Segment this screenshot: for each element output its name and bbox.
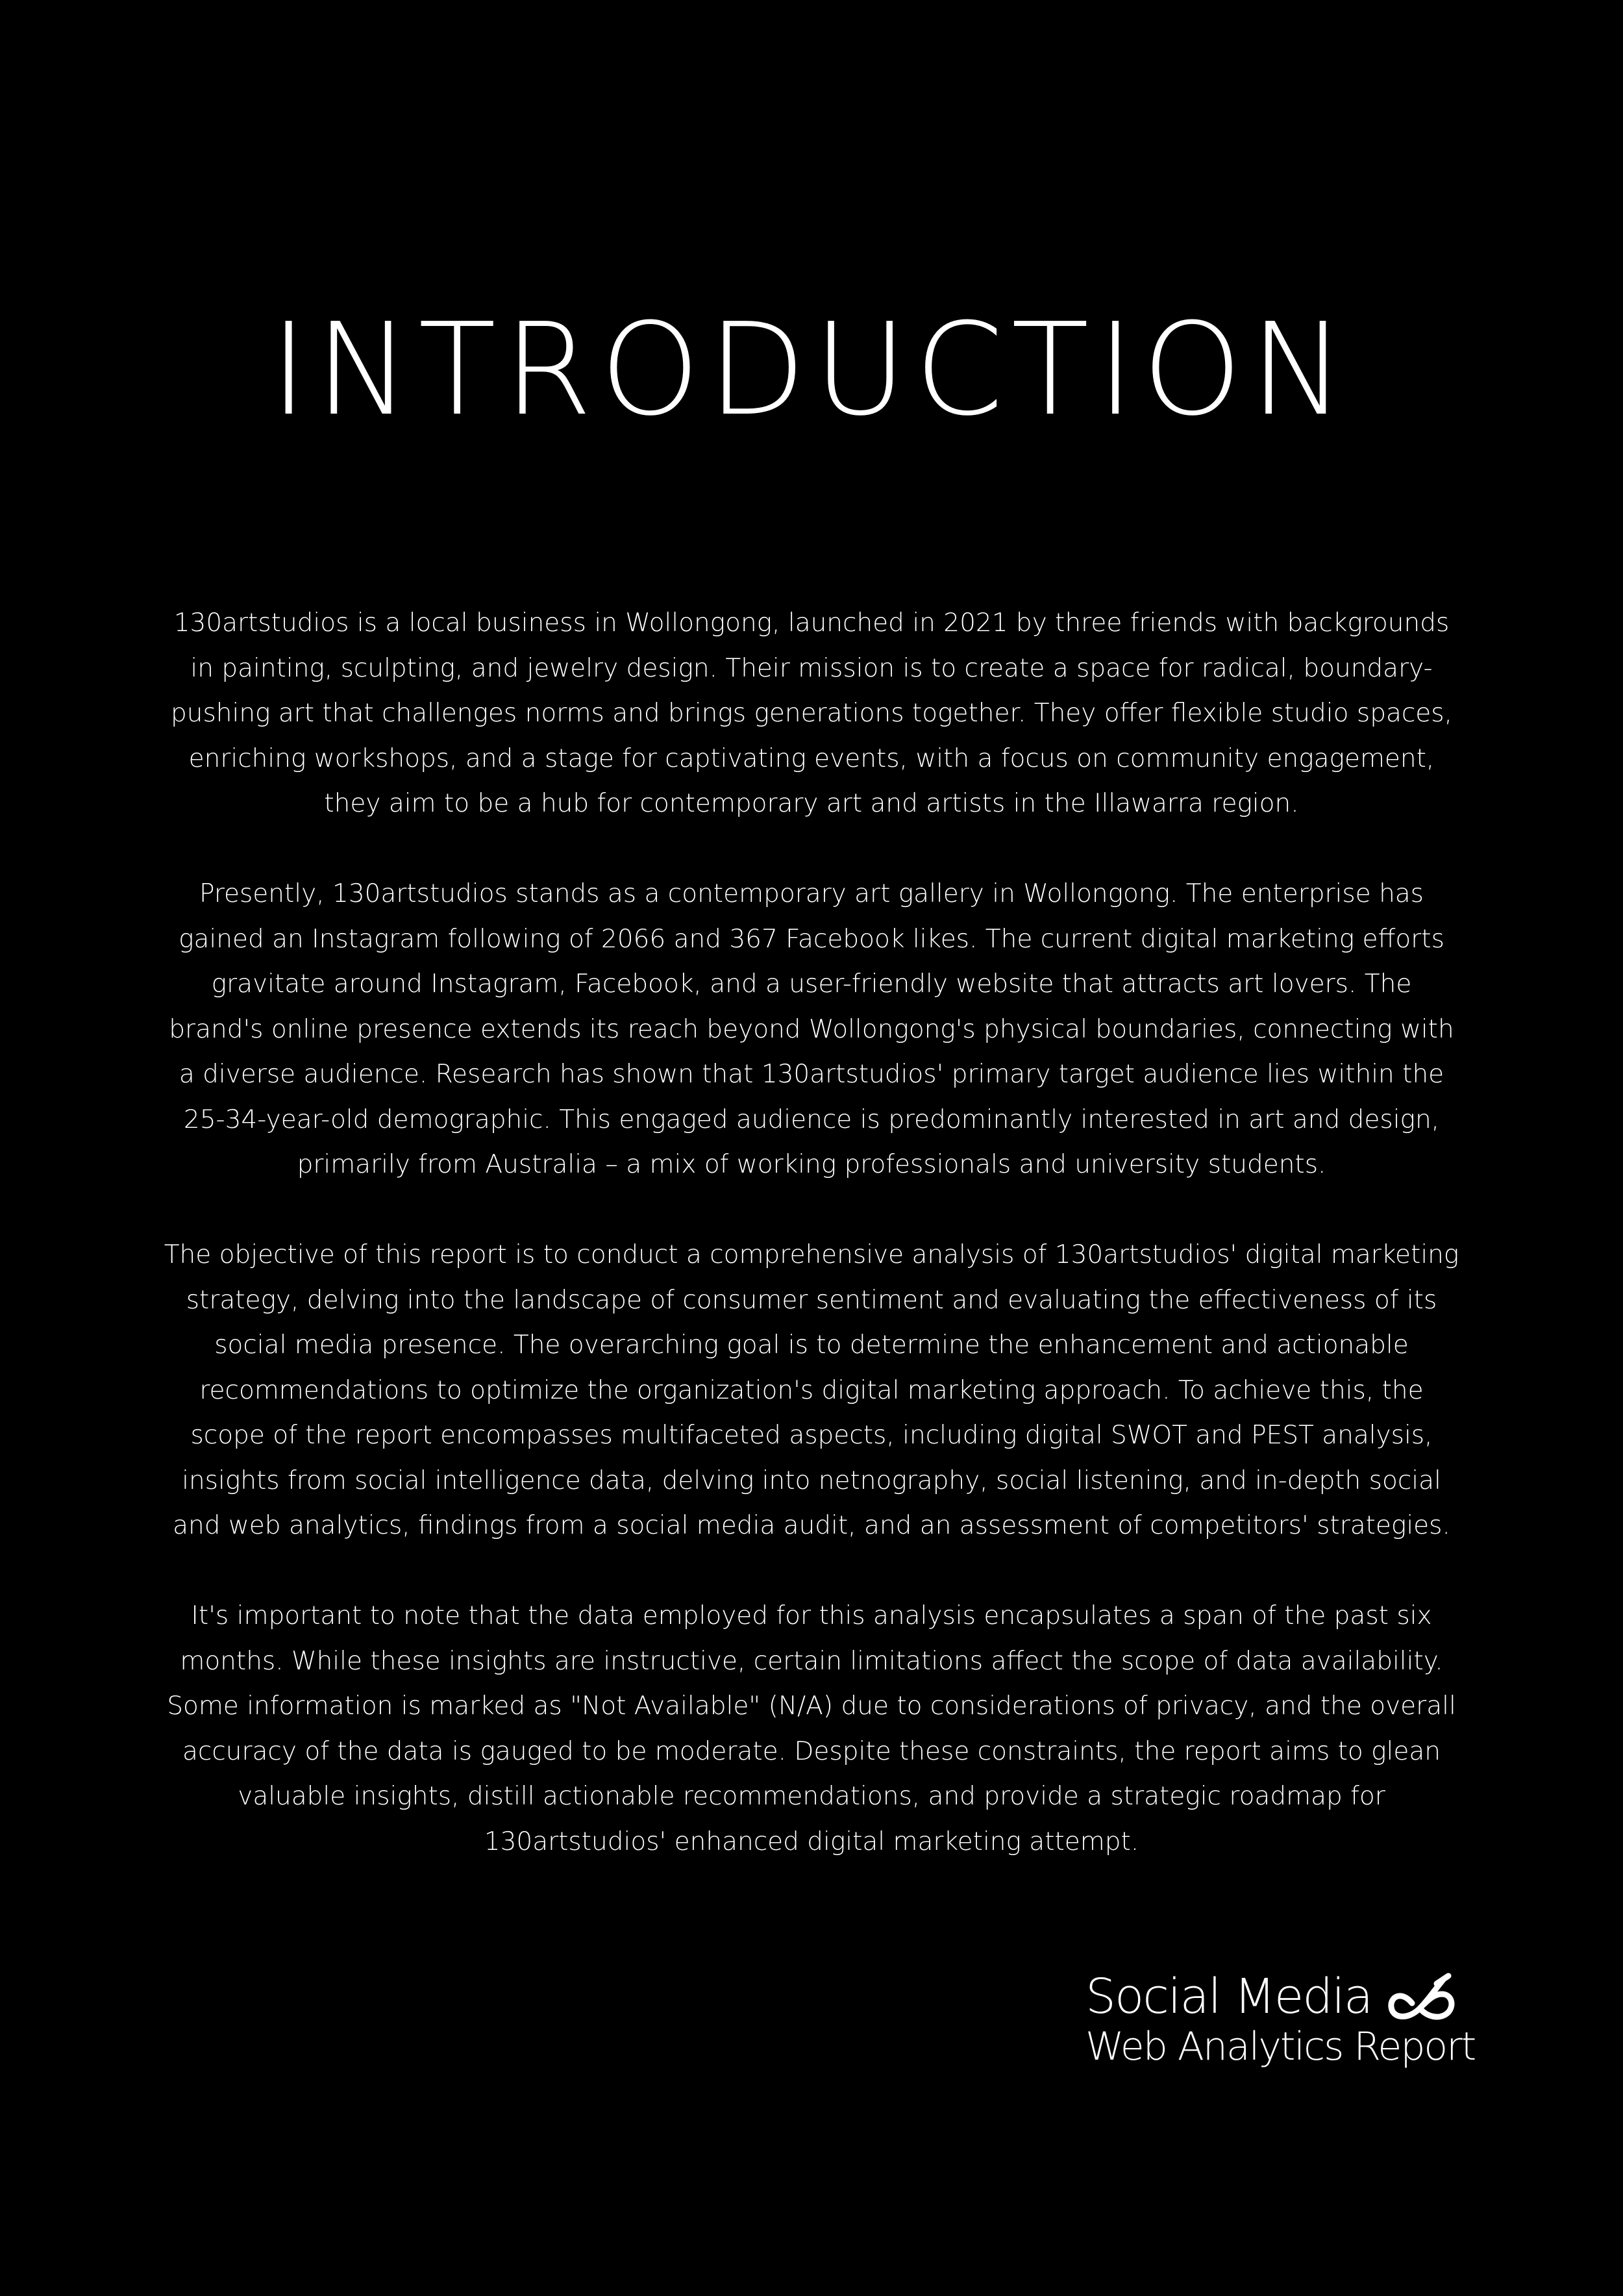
ampersand-icon: [1386, 1971, 1459, 2023]
paragraph-data-limitations: It's important to note that the data employed for this analysis encapsulates a span of the past six months. While these insights are instructive, certain limitations affect the scope of data availability. Some information is marked as "Not Available" (N/A) due to considerations of privacy, and the overall accuracy of the data is gauged to be moderate. Despite these constraints, the report aims to glean valuable insights, distill actionable recommendations, and provide a strategic roadmap for 130artstudios' enhanced digital marketing attempt.: [167, 1601, 1456, 1856]
footer-line-1: [1085, 1971, 1475, 2023]
paragraph-business-overview: 130artstudios is a local business in Wollongong, launched in 2021 by three friends with backgrounds in painting, sculpting, and jewelry design. Their mission is to create a space for radical, boundary-pushing art that challenges norms and brings generations together. They offer flexible studio spaces, enriching workshops, and a stage for captivating events, with a focus on community engagement, they aim to be a hub for contemporary art and artists in the Illawarra region.: [170, 608, 1452, 818]
introduction-body: [162, 601, 1461, 1864]
footer-title-web-analytics: Web Analytics Report: [1085, 2024, 1476, 2069]
paragraph-report-objective: The objective of this report is to conduct a comprehensive analysis of 130artstudios' digital marketing strategy, delving into the landscape of consumer sentiment and evaluating the effectiveness of its social media presence. The overarching goal is to determine the enhancement and actionable recommendations to optimize the organization's digital marketing approach. To achieve this, the scope of the report encompasses multifaceted aspects, including digital SWOT and PEST analysis, insights from social intelligence data, delving into netnography, social listening, and in-depth social and web analytics, findings from a social media audit, and an assessment of competitors' strategies.: [164, 1240, 1459, 1540]
report-brand-footer: [1085, 1971, 1475, 2071]
page-title: INTRODUCTION: [269, 296, 1354, 444]
footer-title-social-media: Social Media: [1085, 1969, 1372, 2025]
paragraph-current-presence: Presently, 130artstudios stands as a contemporary art gallery in Wollongong. The enterprise has gained an Instagram following of 2066 and 367 Facebook likes. The current digital marketing efforts gravitate around Instagram, Facebook, and a user-friendly website that attracts art lovers. The brand's online presence extends its reach beyond Wollongong's physical boundaries, connecting with a diverse audience. Research has shown that 130artstudios' primary target audience lies within the 25-34-year-old demographic. This engaged audience is predominantly interested in art and design, primarily from Australia – a mix of working professionals and university students.: [169, 879, 1454, 1179]
